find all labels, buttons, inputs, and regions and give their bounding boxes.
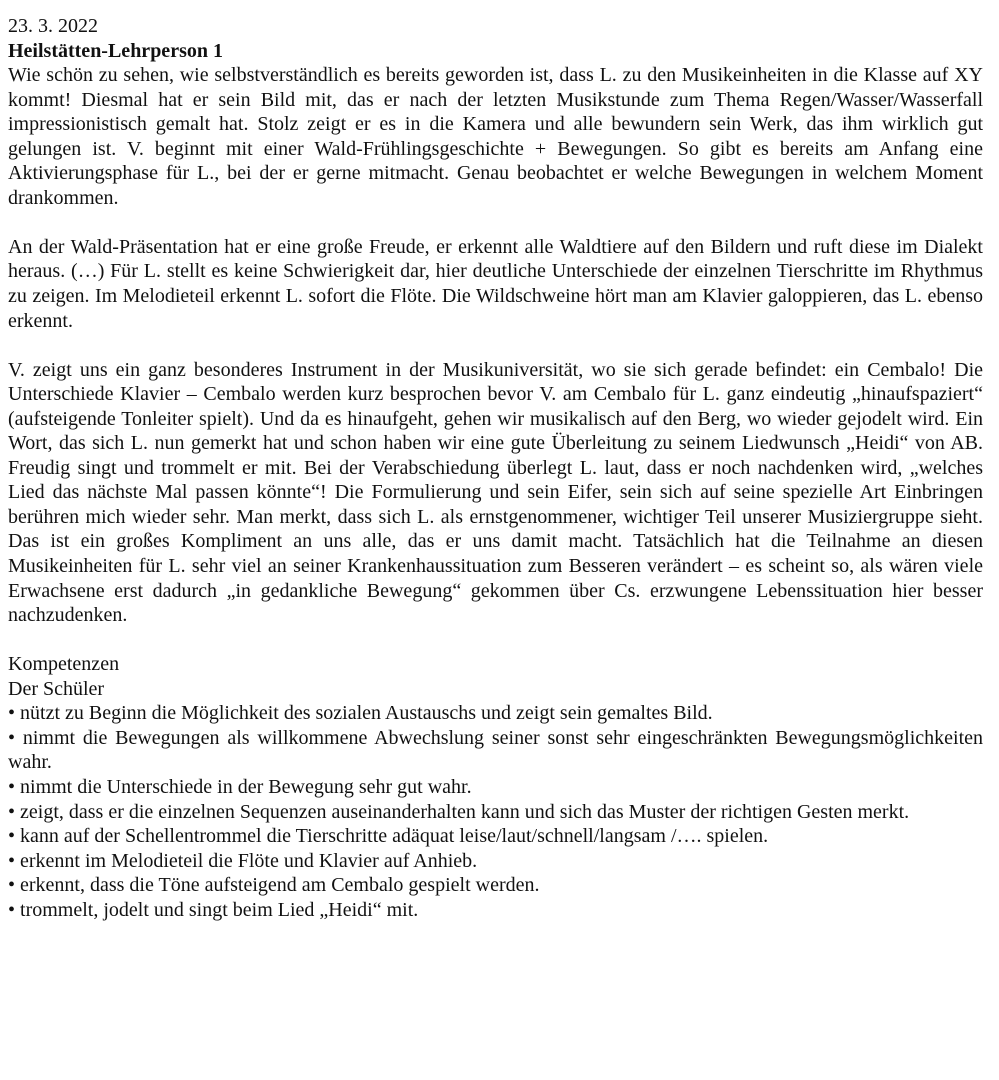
list-item — [8, 849, 983, 874]
bullet-icon: • — [8, 849, 16, 872]
list-item — [8, 726, 983, 775]
bullet-icon: • — [8, 825, 16, 848]
competency-text: nützt zu Beginn die Möglichkeit des sozialen Austauschs und zeigt sein gemaltes Bild. — [20, 702, 713, 725]
paragraph-forest-presentation: An der Wald-Präsentation hat er eine große Freude, er erkennt alle Waldtiere auf den Bildern und ruft diese im Dialekt heraus. (…) Für L. stellt es keine Schwierigkeit dar, hier deutliche Unterschiede der einzelnen Tierschritte im Rhythmus zu zeigen. Im Melodieteil erkennt L. sofort die Flöte. Die Wildschweine hört man am Klavier galoppieren, das L. ebenso erkennt. — [8, 235, 983, 332]
list-item — [8, 701, 983, 726]
bullet-icon: • — [8, 898, 16, 921]
document-heading: Heilstätten-Lehrperson 1 — [8, 39, 223, 62]
competency-text: kann auf der Schellentrommel die Tierschritte adäquat leise/laut/schnell/langsam /…. spielen. — [20, 825, 769, 848]
competency-text: nimmt die Unterschiede in der Bewegung sehr gut wahr. — [20, 775, 472, 798]
list-item — [8, 873, 983, 898]
competency-text: erkennt im Melodieteil die Flöte und Klavier auf Anhieb. — [20, 849, 478, 872]
paragraph-harpsichord: V. zeigt uns ein ganz besonderes Instrument in der Musikuniversität, wo sie sich gerade befindet: ein Cembalo! Die Unterschiede Klavier – Cembalo werden kurz besprochen bevor V. am Cembalo für L. ganz eindeutig „hinaufspaziert“ (aufsteigende Tonleiter spielt). Und da es hinaufgeht, gehen wir musikalisch auf den Berg, wo wieder gejodelt wird. Ein Wort, das sich L. nun gemerkt hat und schon haben wir eine gute Überleitung zu seinem Liedwunsch „Heidi“ von AB. Freudig singt und trommelt er mit. Bei der Verabschiedung überlegt L. laut, dass er noch nachdenken wird, „welches Lied das nächste Mal passen könnte“! Die Formulierung und sein Eifer, sein sich auf seine spezielle Art Einbringen berühren mich wieder sehr. Man merkt, dass sich L. als ernstgenommener, wichtiger Teil unserer Musiziergruppe sieht. Das ist ein großes Kompliment an uns alle, das er uns damit macht. Tatsächlich hat die Teilnahme an diesen Musikeinheiten für L. sehr viel an seiner Krankenhaussituation zum Besseren verändert – es scheint so, als wären viele Erwachsene erst dadurch „in gedankliche Bewegung“ gekommen über Cs. erzwungene Lebenssituation hier besser nachzudenken. — [8, 358, 983, 627]
bullet-icon: • — [8, 775, 16, 798]
bullet-icon: • — [8, 800, 16, 823]
list-item — [8, 824, 983, 849]
list-item — [8, 775, 983, 800]
list-item — [8, 898, 983, 923]
competency-text: erkennt, dass die Töne aufsteigend am Cembalo gespielt werden. — [20, 874, 540, 897]
competency-text: trommelt, jodelt und singt beim Lied „Heidi“ mit. — [20, 898, 419, 921]
competency-text: zeigt, dass er die einzelnen Sequenzen auseinanderhalten kann und sich das Muster der richtigen Gesten merkt. — [20, 800, 910, 823]
competency-text: nimmt die Bewegungen als willkommene Abwechslung seiner sonst sehr eingeschränkten Bewegungsmöglichkeiten wahr. — [8, 726, 984, 774]
bullet-icon: • — [8, 726, 16, 749]
competencies-subject: Der Schüler — [8, 677, 105, 700]
document-date: 23. 3. 2022 — [8, 15, 98, 37]
list-item — [8, 800, 983, 825]
paragraph-intro: Wie schön zu sehen, wie selbstverständlich es bereits geworden ist, dass L. zu den Musikeinheiten in die Klasse auf XY kommt! Diesmal hat er sein Bild mit, das er nach der letzten Musikstunde zum Thema Regen/Wasser/Wasserfall impressionistisch gemalt hat. Stolz zeigt er es in die Kamera und alle bewundern sein Werk, das ihm wirklich gut gelungen ist. V. beginnt mit einer Wald-Frühlingsgeschichte + Bewegungen. So gibt es bereits am Anfang eine Aktivierungsphase für L., bei der er gerne mitmacht. Genau beobachtet er welche Bewegungen in welchem Moment drankommen. — [8, 64, 983, 209]
document-page — [8, 14, 983, 922]
competencies-title: Kompetenzen — [8, 653, 120, 676]
competencies-list — [8, 701, 983, 922]
bullet-icon: • — [8, 702, 16, 725]
bullet-icon: • — [8, 874, 16, 897]
